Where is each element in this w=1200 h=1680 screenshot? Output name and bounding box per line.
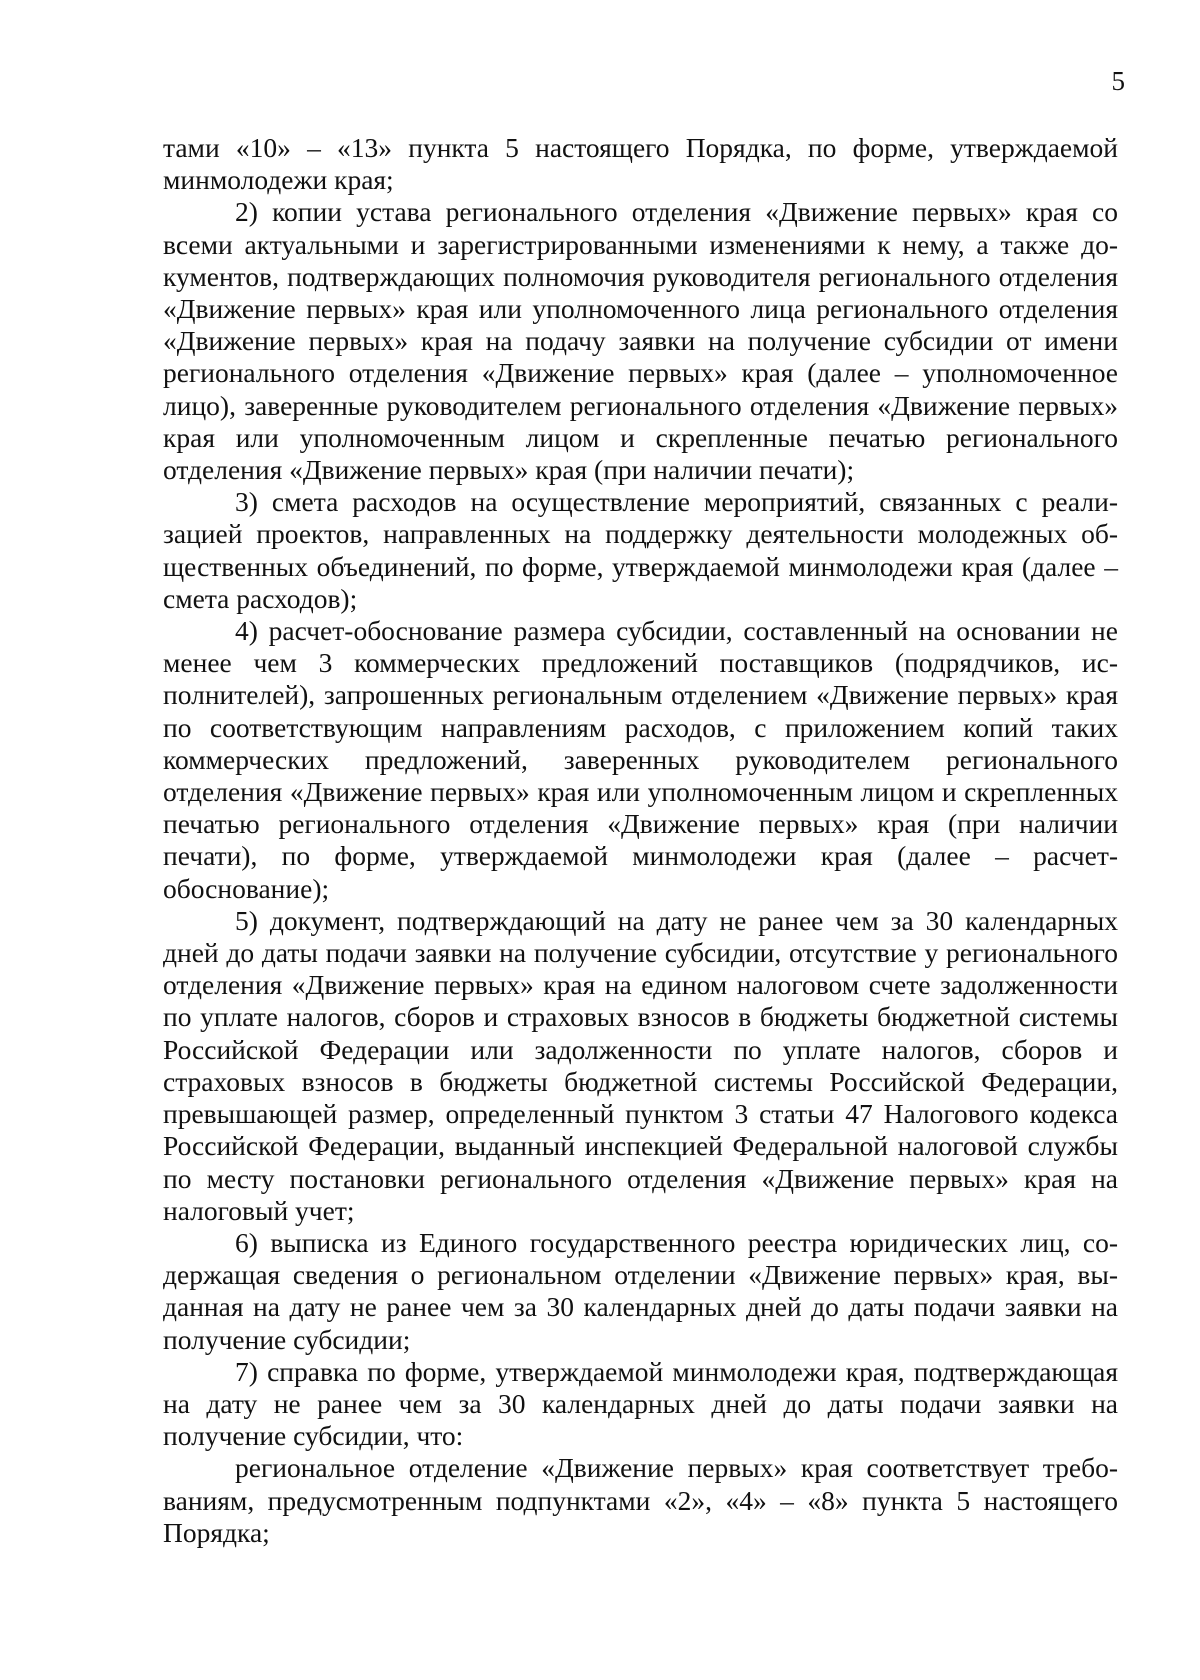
paragraph-item-2: 2) копии устава регионального отделения «Движение первых» края со всеми актуальными и зарегистрированными изменениями к нему, а также документов, подтверждающих полномочия руководителя регионального отделения «Движение первых» края или уполномоченного лица регионального отделения «Движение первых» края на подачу заявки на получение субсидии от имени регионального отделения «Движение первых» края (далее – уполномоченное лицо), заверенные руководителем регионального отделения «Движение первых» края или уполномоченным лицом и скрепленные печатью регионального отделения «Движение первых» края (при наличии печати); <box>163 196 1118 486</box>
paragraph-item-6: 6) выписка из Единого государственного реестра юридических лиц, содержащая сведения о региональном отделении «Движение первых» края, выданная на дату не ранее чем за 30 календарных дней до даты подачи заявки на получение субсидии; <box>163 1226 1118 1355</box>
paragraph-continuation: тами «10» – «13» пункта 5 настоящего Порядка, по форме, утверждаемой минмолодежи края; <box>163 132 1118 196</box>
paragraph-item-7: 7) справка по форме, утверждаемой минмолодежи края, подтверждающая на дату не ранее чем за 30 календарных дней до даты подачи заявки на получение субсидии, что: <box>163 1355 1118 1452</box>
paragraph-subclause: региональное отделение «Движение первых» края соответствует требованиям, предусмотренным подпунктами «2», «4» – «8» пункта 5 настоящего Порядка; <box>163 1452 1118 1548</box>
paragraph-item-5: 5) документ, подтверждающий на дату не ранее чем за 30 календарных дней до даты подачи заявки на получение субсидии, отсутствие у регионального отделения «Движение первых» края на едином налоговом счете задолженности по уплате налогов, сборов и страховых взносов в бюджеты бюджетной системы Российской Федерации или задолженности по уплате налогов, сборов и страховых взносов в бюджеты бюджетной системы Российской Федерации, превышающей размер, определенный пунктом 3 статьи 47 Налогового кодекса Российской Федерации, выданный инспекцией Федеральной налоговой службы по месту постановки регионального отделения «Движение первых» края на налоговый учет; <box>163 904 1118 1226</box>
paragraph-item-3: 3) смета расходов на осуществление мероприятий, связанных с реализацией проектов, направленных на поддержку деятельности молодежных общественных объединений, по форме, утверждаемой минмолодежи края (далее – смета расходов); <box>163 486 1118 614</box>
paragraph-item-4: 4) расчет-обоснование размера субсидии, составленный на основании не менее чем 3 коммерческих предложений поставщиков (подрядчиков, исполнителей), запрошенных региональным отделением «Движение первых» края по соответствующим направлениям расходов, с приложением копий таких коммерческих предложений, заверенных руководителем регионального отделения «Движение первых» края или уполномоченным лицом и скрепленных печатью регионального отделения «Движение первых» края (при наличии печати), по форме, утверждаемой минмолодежи края (далее – расчет-обоснование); <box>163 615 1118 904</box>
document-body <box>163 132 1118 1549</box>
page-number: 5 <box>1111 66 1125 96</box>
